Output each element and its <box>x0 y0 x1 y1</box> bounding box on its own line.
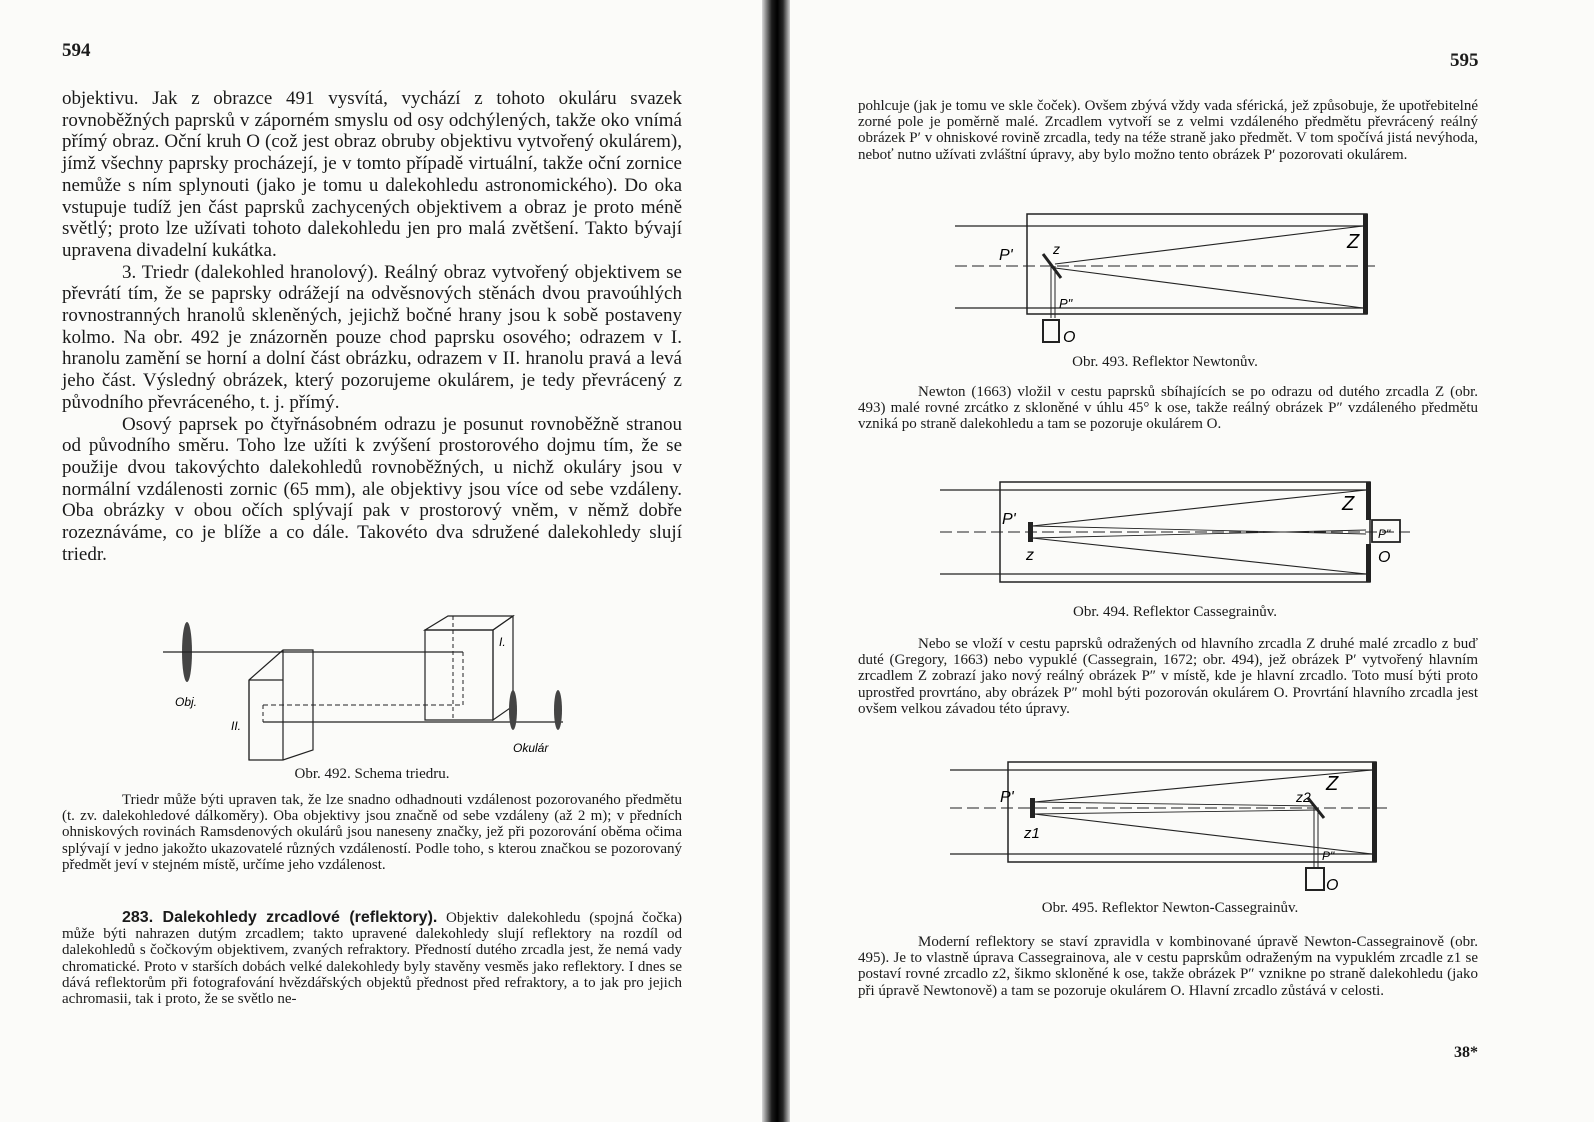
figure-494-caption: Obr. 494. Reflektor Cassegrainův. <box>1073 604 1277 620</box>
main-mirror <box>1363 214 1368 314</box>
section-283-text: Objektiv dalekohledu (spojná čočka) může býti nahrazen dutým zrcadlem; takto upravené dalekohledy slují reflektory na rozdíl od dalekohledů s čočkovým objektivem, zvaných refraktory. Předností dutého zrcadla jest, že nemá vady chromatické. Proto v starších dobách velké dalekohledy byly stavěny vesměs jako reflektory. I dnes se dává reflektorům při fotografování hvězdářských objektů přednost před refraktory, a to jak pro jejich achromasii, tak i proto, že se světlo ne- <box>62 910 683 1008</box>
main-mirror <box>1366 544 1371 582</box>
left-paragraph-2: 3. Triedr (dalekohled hranolový). Reálný obraz vytvořený objektivem se převrátí tím, že se paprsky odrážejí na odvěsnových stěnách dvou pravoúhlých rovnostranných hranolů skleněných, jejichž bočné hrany jsou k sobě postaveny kolmo. Na obr. 492 je znázorněn pouze chod paprsku osového; odrazem v I. hranolu zamění se horní a dolní část obrázku, odrazem v II. hranolu pravá a levá jeho část. Výsledný obrázek, který pozorujeme okulárem, je tedy převrácený z původního převráceného, t. j. přímý. <box>62 261 682 413</box>
left-main-text <box>62 88 682 565</box>
right-paragraph-3: Nebo se vloží v cestu paprsků odražených od hlavního zrcadla Z druhé malé zrcadlo z buď duté (Gregory, 1663) nebo vypuklé (Cassegrain, 1672; obr. 494), jež obrázek P′ vytvořený hlavním zrcadlem Z zobrazí jako nový reálný obrázek P″ v místě, kde je hlavní zrcadlo. Toto musí býti proto uprostřed provrtáno, aby obrázek P″ mohl býti pozorován okulárem O. Provrtání hlavního zrcadla jest ovšem velkou závadou této úpravy. <box>858 636 1478 717</box>
right-paragraph-2: Newton (1663) vložil v cestu paprsků sbíhajících se po odrazu od dutého zrcadla Z (obr. 493) malé rovné zrcátko z skloněné v úhlu 45° k ose, takže reálný obrázek P″ vzdáleného předmětu vzniká po straně dalekohledu a tam se pozoruje okulárem O. <box>858 384 1478 433</box>
page-number-right: 595 <box>1450 50 1479 71</box>
label-P2: P" <box>1322 849 1335 863</box>
label-P1: P' <box>999 247 1013 264</box>
label-z1: z1 <box>1024 825 1040 842</box>
label-prism-II: II. <box>231 719 242 733</box>
label-O: O <box>1063 329 1076 346</box>
right-page <box>790 0 1594 1122</box>
section-heading-283: 283. Dalekohledy zrcadlové (reflektory). <box>122 909 438 926</box>
label-Z: Z <box>1342 493 1355 515</box>
label-Z: Z <box>1347 231 1360 253</box>
right-paragraph-4: Moderní reflektory se staví zpravidla v kombinované úpravě Newton-Cassegrainově (obr. 495). Je to vlastně úprava Cassegrainova, ale v cestu paprskům odraženým na vypuklém zrcadle z1 se postaví rovné zrcadlo z2, šikmo skloněné k ose, takže obrázek P″ vznikne po straně dalekohledu (jako při úpravě Newtonově) a tam se pozoruje okulárem O. Hlavní zrcadlo zůstává v celosti. <box>858 934 1478 999</box>
figure-492-triedr-schema <box>163 610 583 765</box>
label-P1: P' <box>1002 511 1016 528</box>
secondary-mirror <box>1028 522 1033 542</box>
label-P2: P" <box>1059 296 1073 311</box>
left-small-text-2 <box>62 910 682 1007</box>
label-z: z <box>1026 547 1034 564</box>
label-z2: z2 <box>1296 789 1311 805</box>
main-mirror <box>1372 762 1377 862</box>
signature-mark: 38* <box>1454 1044 1478 1061</box>
eyepiece-lens-2 <box>554 690 562 730</box>
tube <box>1027 214 1367 314</box>
eyepiece <box>1306 868 1324 890</box>
convex-mirror-z1 <box>1030 798 1035 818</box>
right-paragraph-1: pohlcuje (jak je tomu ve skle čoček). Ovšem zbývá vždy vada sférická, jež způsobuje, že upotřebitelné zorné pole je poměrně malé. Zrcadlem vytvoří se z velmi vzdáleného předmětu převrácený reálný obrázek P′ v ohniskové rovině zrcadla, tedy na téže straně jako předmět. V tom spočívá jistá nevýhoda, neboť nutno užívati zvláštní úpravy, aby bylo možno tento obrázek P′ pozorovati okulárem. <box>858 98 1478 163</box>
eyepiece <box>1043 320 1059 342</box>
left-small-text-1: Triedr může býti upraven tak, že lze snadno odhadnouti vzdálenost pozorovaného předmětu (t. zv. dalekohledové dálkoměry). Oba objektivy jsou značně od sebe vzdáleny (až 2 m); v předních ohniskových rovinách Ramsdenových okulárů jsou naneseny značky, jež při pozorování oběma očima splývají v jedno jakožto ukazovatelé různých vzdáleností. Podle toho, s kterou značkou se pozorovaný předmět jeví v stejném místě, určíme jeho vzdálenost. <box>62 792 682 873</box>
label-Z: Z <box>1326 773 1339 795</box>
page-number-left: 594 <box>62 40 91 61</box>
eyepiece-lens-1 <box>509 690 517 730</box>
figure-492-caption: Obr. 492. Schema triedru. <box>294 766 450 782</box>
label-z: z <box>1053 241 1060 257</box>
figure-495-newton-cassegrain-reflector <box>950 756 1390 896</box>
figure-493-newton-reflector <box>955 208 1375 348</box>
figure-493-caption: Obr. 493. Reflektor Newtonův. <box>1072 354 1258 370</box>
label-okular: Okulár <box>513 741 549 755</box>
left-paragraph-1: objektivu. Jak z obrazce 491 vysvítá, vychází z tohoto okuláru svazek rovnoběžných paprsků v záporném smyslu od osy odchýlených, takže oko vnímá přímý obraz. Oční kruh O (což jest obraz obruby objektivu vytvořený okulárem), jímž všechny paprsky procházejí, je v tomto případě virtuální, takže oční zornice nemůže s ním splynouti (jako je tomu u dalekohledu astronomického). Do oka vstupuje tudíž jen část paprsků zachycených objektivem a obraz je proto méně světlý; proto lze užívati tohoto dalekohledu jen pro malá zvětšení. Takto bývají upravena divadelní kukátka. <box>62 88 682 261</box>
label-O: O <box>1378 549 1391 566</box>
label-P1: P' <box>1000 789 1014 806</box>
figure-495-caption: Obr. 495. Reflektor Newton-Cassegrainův. <box>1041 900 1299 916</box>
left-page <box>0 0 766 1122</box>
figure-494-cassegrain-reflector <box>940 476 1410 596</box>
label-O: O <box>1326 877 1339 894</box>
label-obj: Obj. <box>175 695 198 709</box>
label-prism-I: I. <box>499 635 506 649</box>
book-gutter <box>762 0 790 1122</box>
label-P2: P" <box>1378 527 1391 541</box>
left-paragraph-3: Osový paprsek po čtyřnásobném odrazu je posunut rovnoběžně stranou od původního směru. Toho lze užíti k zvýšení prostorového dojmu tím, že se použije dvou takovýchto dalekohledů rovnoběžných, u nichž okuláry jsou v normální vzdálenosti zornic (65 mm), ale objektivy jsou více od sebe vzdáleny. Oba obrázky v obou očích splývají pak v prostorový vněm, v němž dobře rozeznáváme, co je blíže a co dále. Takovéto dva sdružené dalekohledy slují triedr. <box>62 413 682 565</box>
